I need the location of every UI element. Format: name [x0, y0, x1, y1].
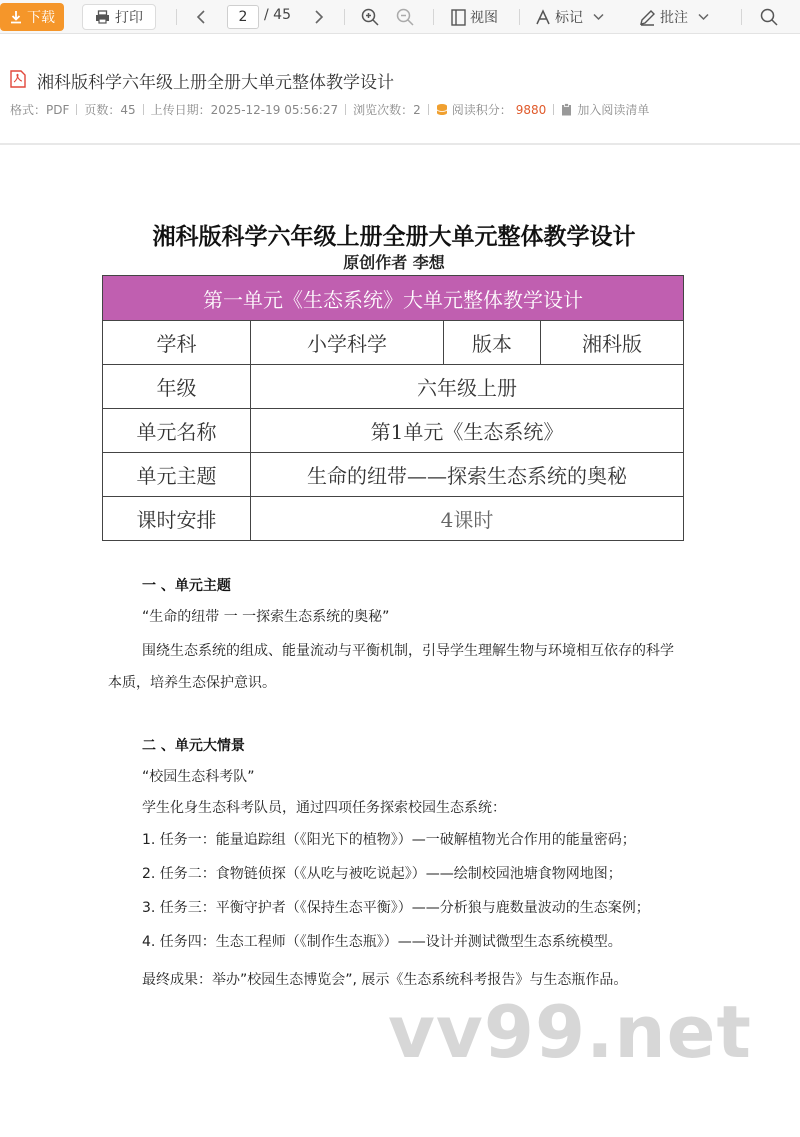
zoom-out-button[interactable]: [394, 7, 416, 27]
download-icon: [9, 10, 23, 24]
table-header-row: [103, 276, 684, 321]
author-line: 原创作者 李想: [343, 253, 445, 272]
final-result: 最终成果：举办”校园生态博览会”, 展示《生态系统科考报告》与生态瓶作品。: [142, 972, 628, 988]
coins-icon: [436, 103, 448, 116]
toolbar-divider: [519, 9, 520, 25]
table-cell: 小学科学: [251, 321, 444, 365]
mark-button[interactable]: [535, 7, 604, 27]
next-page-button[interactable]: [311, 7, 327, 27]
printer-icon: [95, 10, 110, 24]
view-button[interactable]: [451, 7, 498, 27]
zoom-in-icon: [361, 8, 379, 26]
table-cell: 4课时: [251, 497, 684, 541]
meta-divider: [553, 104, 554, 115]
print-button[interactable]: [82, 4, 156, 30]
annotate-button[interactable]: [639, 7, 709, 27]
table-cell: 第1单元《生态系统》: [251, 409, 684, 453]
meta-divider: [345, 104, 346, 115]
task-item: 2. 任务二：食物链侦探（《从吃与被吃说起》）——绘制校园池塘食物网地图；: [142, 866, 622, 882]
task-item: 1. 任务一：能量追踪组（《阳光下的植物》）—一破解植物光合作用的能量密码；: [142, 832, 636, 848]
toolbar-divider: [741, 9, 742, 25]
page-total: / 45: [264, 7, 291, 23]
table-row: [103, 365, 684, 409]
view-label: 视图: [470, 10, 498, 26]
section-heading: 二 、单元大情景: [142, 738, 245, 754]
table-header: 第一单元《生态系统》大单元整体教学设计: [103, 276, 684, 321]
previous-page-button[interactable]: [193, 7, 209, 27]
meta-read-score-label: 阅读积分：: [451, 103, 512, 117]
meta-divider: [76, 104, 77, 115]
add-to-reading-list-link[interactable]: [561, 101, 649, 118]
section-unit-scenario: [108, 733, 680, 996]
pdf-file-icon: [10, 70, 26, 88]
clipboard-icon: [561, 103, 572, 116]
view-icon: [451, 9, 466, 26]
pen-icon: [639, 9, 656, 26]
toolbar-divider: [433, 9, 434, 25]
table-row: [103, 409, 684, 453]
meta-pages: 页数：45: [84, 103, 136, 117]
table-cell: 六年级上册: [251, 365, 684, 409]
document-info: [0, 60, 800, 134]
table-cell: 学科: [103, 321, 251, 365]
section-unit-theme: [108, 573, 680, 699]
search-button[interactable]: [758, 7, 780, 27]
meta-read-score-value: 9880: [515, 102, 547, 117]
section-quote: “生命的纽带 一 一探索生态系统的奥秘”: [142, 609, 390, 625]
table-row: [103, 321, 684, 365]
document-title: 湘科版科学六年级上册全册大单元整体教学设计: [37, 73, 394, 93]
page-title: 湘科版科学六年级上册全册大单元整体教学设计: [152, 224, 636, 250]
table-row: [103, 497, 684, 541]
content-divider: [0, 143, 800, 145]
chevron-down-icon: [593, 13, 604, 21]
table-row: [103, 453, 684, 497]
document-meta: [10, 101, 649, 118]
toolbar-divider: [176, 9, 177, 25]
table-cell: 单元名称: [103, 409, 251, 453]
section-heading: 一 、单元主题: [142, 578, 231, 594]
meta-format: 格式：PDF: [10, 103, 70, 117]
download-label: 下载: [27, 10, 55, 26]
toolbar-divider: [344, 9, 345, 25]
zoom-in-button[interactable]: [359, 7, 381, 27]
chevron-right-icon: [314, 9, 324, 25]
toolbar: [0, 0, 800, 34]
unit-info-table: [102, 275, 684, 541]
meta-upload-date: 上传日期：2025-12-19 05:56:27: [150, 103, 339, 117]
meta-views: 浏览次数：2: [353, 103, 421, 117]
table-cell: 生命的纽带——探索生态系统的奥秘: [251, 453, 684, 497]
table-cell: 版本: [444, 321, 541, 365]
chevron-down-icon: [698, 13, 709, 21]
section-intro: 学生化身生态科考队员，通过四项任务探索校园生态系统：: [142, 800, 506, 816]
meta-divider: [428, 104, 429, 115]
section-paragraph: 围绕生态系统的组成、能量流动与平衡机制，引导学生理解生物与环境相互依存的科学本质，培养生态保护意识。: [108, 643, 674, 691]
table-cell: 课时安排: [103, 497, 251, 541]
meta-divider: [143, 104, 144, 115]
table-cell: 湘科版: [541, 321, 684, 365]
task-item: 4. 任务四：生态工程师（《制作生态瓶》）——设计并测试微型生态系统模型。: [142, 934, 622, 950]
print-label: 打印: [115, 10, 143, 26]
task-item: 3. 任务三：平衡守护者（《保持生态平衡》）——分析狼与鹿数量波动的生态案例；: [142, 900, 650, 916]
watermark: vv99.net: [388, 990, 752, 1074]
section-quote: “校园生态科考队”: [142, 769, 255, 785]
highlighter-icon: [535, 9, 551, 26]
add-to-reading-list-label: 加入阅读清单: [577, 103, 650, 117]
table-cell: 单元主题: [103, 453, 251, 497]
annotate-label: 批注: [660, 10, 688, 26]
table-cell: 年级: [103, 365, 251, 409]
page-number-input[interactable]: 2: [227, 5, 259, 29]
chevron-left-icon: [196, 9, 206, 25]
zoom-out-icon: [396, 8, 414, 26]
download-button[interactable]: [0, 3, 64, 31]
search-icon: [760, 8, 778, 26]
mark-label: 标记: [555, 10, 583, 26]
